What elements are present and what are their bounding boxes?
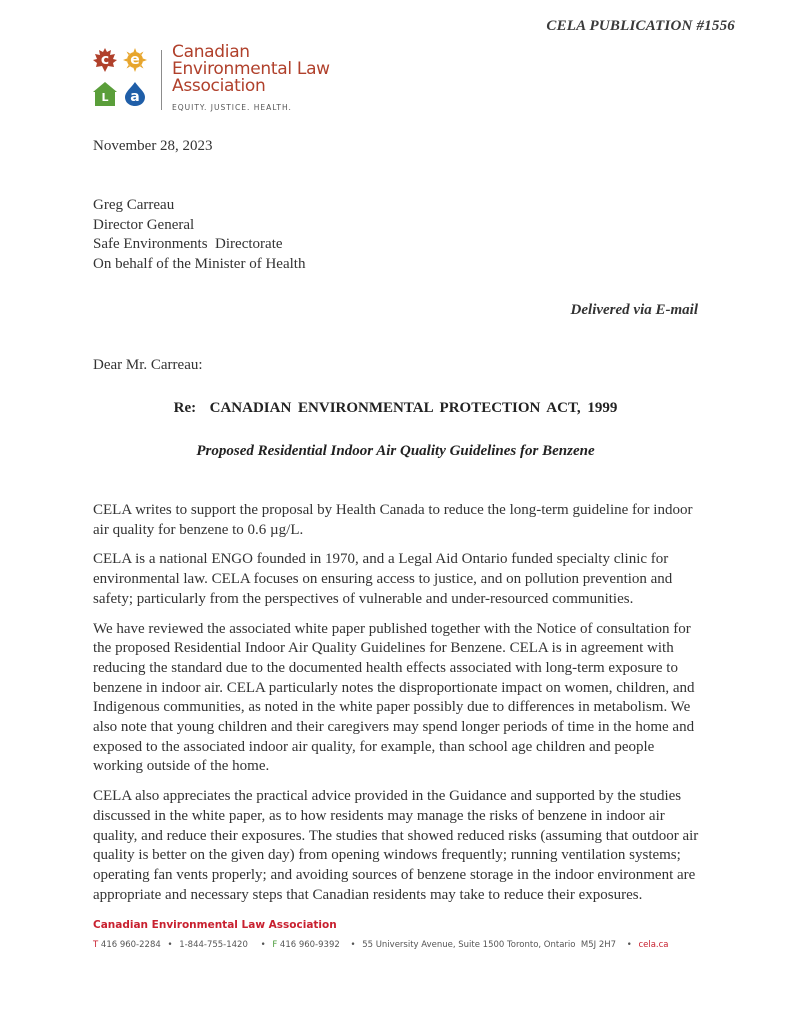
fax-label: F xyxy=(272,940,278,950)
bullet-separator: • xyxy=(260,940,266,950)
recipient-department: Safe Environments Directorate xyxy=(93,236,283,253)
publication-number: CELA PUBLICATION #1556 xyxy=(546,18,735,34)
fax-number: 416 960-9392 xyxy=(279,940,340,950)
sun-e-icon: e xyxy=(123,48,147,72)
recipient-address xyxy=(93,196,305,274)
subject-line: Proposed Residential Indoor Air Quality Guidelines for Benzene xyxy=(196,443,595,459)
logo-icons xyxy=(93,44,153,110)
letter-date: November 28, 2023 xyxy=(93,138,213,154)
cela-logo xyxy=(93,44,353,116)
logo-wordmark: Canadian Environmental Law Association xyxy=(172,42,330,96)
footer-contact xyxy=(93,940,669,950)
recipient-on-behalf: On behalf of the Minister of Health xyxy=(93,255,306,272)
body-paragraph: We have reviewed the associated white paper published together with the Notice of consultation for the proposed Residential Indoor Air Quality Guidelines for Benzene. CELA is in agreement with reducing the standard due to the documented health effects associated with long-term exposure to benzene in indoor air. CELA particularly notes the disproportionate impact on women, children, and Indigenous communities, as noted in the white paper possibly due to differences in metabolism. We also note that young children and their caregivers may spend longer periods of time in the home and exposed to the associated indoor air quality, for example, than school age children and people working outside of the home. xyxy=(93,620,695,775)
bullet-separator: • xyxy=(626,940,632,950)
bullet-separator: • xyxy=(167,940,173,950)
bullet-separator: • xyxy=(350,940,356,950)
re-line: Re: CANADIAN ENVIRONMENTAL PROTECTION ACT, 1999 xyxy=(173,400,618,416)
recipient-name: Greg Carreau xyxy=(93,197,175,213)
house-l-icon: L xyxy=(93,82,117,106)
logo-divider xyxy=(161,50,162,110)
tel-number: 416 960-2284 xyxy=(100,940,161,950)
salutation: Dear Mr. Carreau: xyxy=(93,357,203,373)
logo-tagline: EQUITY. JUSTICE. HEALTH. xyxy=(172,103,292,112)
body-paragraph: CELA also appreciates the practical advice provided in the Guidance and supported by the studies discussed in the white paper, as to how residents may manage the risks of benzene in indoor air quality, and reduce their exposures. The studies that showed reduced risks (assuming that outdoor air quality is better on the given day) from opening windows frequently; running ventilation systems; operating fan vents properly; and avoiding sources of benzene storage in the indoor environment are appropriate and necessary steps that Canadian residents may take to reduce their exposures. xyxy=(93,788,699,903)
maple-leaf-c-icon: c xyxy=(93,48,117,72)
tel-label: T xyxy=(93,940,99,950)
recipient-title: Director General xyxy=(93,216,195,233)
tollfree-number: 1-844-755-1420 xyxy=(179,940,248,950)
footer-address: 55 University Avenue, Suite 1500 Toronto, Ontario M5J 2H7 xyxy=(362,940,617,950)
delivery-method: Delivered via E-mail xyxy=(570,302,698,318)
body-paragraph: CELA is a national ENGO founded in 1970, and a Legal Aid Ontario funded specialty clinic for environmental law. CELA focuses on ensuring access to justice, and on pollution prevention and safety; particularly from the perspectives of vulnerable and under-resourced communities. xyxy=(93,551,673,607)
footer-org-name: Canadian Environmental Law Association xyxy=(93,919,337,931)
body-paragraph: CELA writes to support the proposal by Health Canada to reduce the long-term guideline for indoor air quality for benzene to 0.6 µg/L. xyxy=(93,502,693,538)
drop-a-icon: a xyxy=(123,82,147,106)
letter-body xyxy=(93,501,703,915)
website-link[interactable]: cela.ca xyxy=(638,940,669,950)
